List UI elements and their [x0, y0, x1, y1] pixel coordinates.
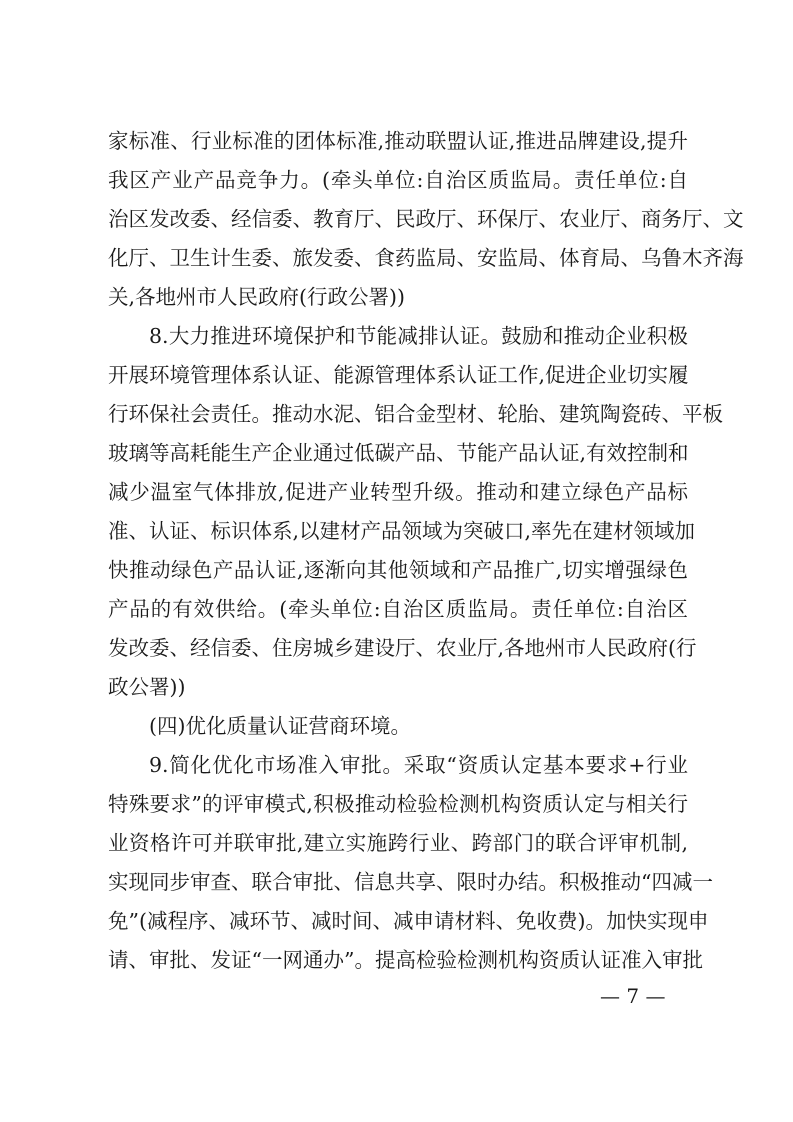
text-line: 请、审批、发证“一网通办”。提高检验检测机构资质认证准入审批	[108, 948, 703, 972]
text-line: 特殊要求”的评审模式,积极推动检验检测机构资质认定与相关行	[108, 792, 688, 816]
text-line: 我区产业产品竞争力。(牵头单位:自治区质监局。责任单位:自	[108, 168, 688, 192]
text-line: 8.大力推进环境保护和节能减排认证。鼓励和推动企业积极	[149, 324, 688, 348]
text-line: 产品的有效供给。(牵头单位:自治区质监局。责任单位:自治区	[108, 597, 688, 621]
text-line: 化厅、卫生计生委、旅发委、食药监局、安监局、体育局、乌鲁木齐海	[108, 246, 744, 270]
text-line: 行环保社会责任。推动水泥、铝合金型材、轮胎、建筑陶瓷砖、平板	[108, 402, 723, 426]
page-number: — 7 —	[600, 984, 666, 1008]
text-line: 政公署))	[108, 675, 186, 699]
paragraph	[108, 746, 713, 980]
text-line: 家标准、行业标准的团体标准,推动联盟认证,推进品牌建设,提升	[108, 129, 688, 153]
text-line: 9.简化优化市场准入审批。采取“资质认定基本要求+行业	[149, 753, 688, 777]
text-line: 快推动绿色产品认证,逐渐向其他领域和产品推广,切实增强绿色	[108, 558, 688, 582]
text-line: 治区发改委、经信委、教育厅、民政厅、环保厅、农业厅、商务厅、文	[108, 207, 744, 231]
text-line: 玻璃等高耗能生产企业通过低碳产品、节能产品认证,有效控制和	[108, 441, 689, 465]
text-line: 业资格许可并联审批,建立实施跨行业、跨部门的联合评审机制,	[108, 831, 688, 855]
text-line: (四)优化质量认证营商环境。	[149, 714, 411, 738]
paragraph	[108, 122, 744, 317]
text-line: 免”(减程序、减环节、减时间、减申请材料、免收费)。加快实现申	[108, 909, 709, 933]
text-line: 减少温室气体排放,促进产业转型升级。推动和建立绿色产品标	[108, 480, 688, 504]
text-line: 实现同步审查、联合审批、信息共享、限时办结。积极推动“四减一	[108, 870, 713, 894]
section-heading	[108, 707, 688, 746]
paragraph	[108, 317, 723, 707]
text-line: 开展环境管理体系认证、能源管理体系认证工作,促进企业切实履	[108, 363, 689, 387]
body-text	[108, 122, 744, 980]
text-line: 准、认证、标识体系,以建材产品领域为突破口,率先在建材领域加	[108, 519, 696, 543]
text-line: 关,各地州市人民政府(行政公署))	[108, 285, 406, 309]
text-line: 发改委、经信委、住房城乡建设厅、农业厅,各地州市人民政府(行	[108, 636, 697, 660]
